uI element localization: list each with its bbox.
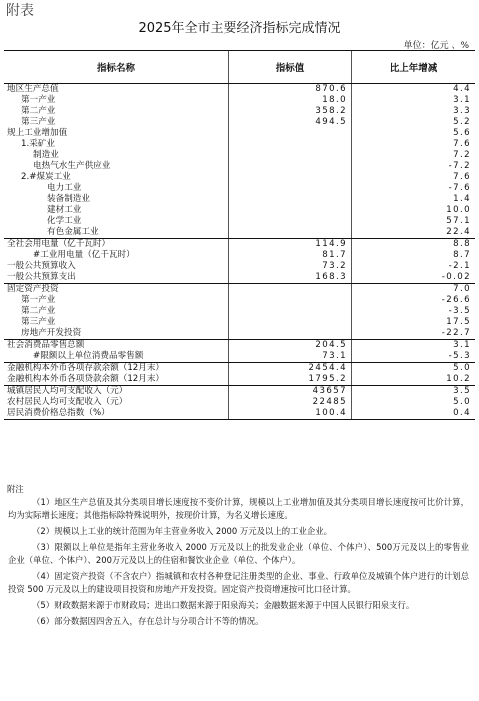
indicator-change: 5.2 [453, 117, 471, 127]
indicator-name: 一般公共预算支出 [4, 272, 229, 283]
indicator-change: 5.0 [453, 397, 471, 407]
appendix-label: 附表 [6, 3, 34, 19]
indicator-change: 8.7 [453, 250, 471, 260]
indicator-change: 3.5 [453, 386, 471, 396]
indicator-value: 114.9 [229, 239, 352, 250]
indicator-value: 73.2 [229, 261, 352, 272]
table-title: 2025年全市主要经济指标完成情况 [138, 21, 341, 36]
table-row [4, 183, 475, 194]
indicator-name: 一般公共预算收入 [4, 261, 229, 272]
table-row [4, 317, 475, 328]
indicator-value: 1795.2 [229, 374, 352, 385]
indicator-name: 2.#煤炭工业 [4, 172, 229, 183]
indicator-value [229, 150, 352, 161]
indicator-value: 100.4 [229, 408, 352, 419]
indicator-value: 73.1 [229, 351, 352, 362]
indicator-change: -7.6 [448, 183, 471, 193]
indicator-value [229, 183, 352, 194]
table-row [4, 117, 475, 128]
indicator-name: 电热气水生产供应业 [4, 161, 229, 172]
indicator-value [229, 139, 352, 150]
indicator-value: 43657 [229, 386, 352, 397]
indicator-value: 358.2 [229, 106, 352, 117]
indicator-change: 7.6 [453, 172, 471, 182]
indicator-name: 建材工业 [4, 205, 229, 216]
indicator-name: 第三产业 [4, 117, 229, 128]
notes-section [4, 483, 475, 631]
table-row [4, 205, 475, 216]
indicator-name: 装备制造业 [4, 194, 229, 205]
table-row [4, 397, 475, 408]
table-row [4, 172, 475, 183]
column-header-change: 比上年增减 [389, 63, 438, 74]
indicator-name: 社会消费品零售总额 [4, 340, 229, 351]
note-item: （4）固定资产投资（不含农户）指城镇和农村各种登记注册类型的企业、事业、行政单位及城镇个体户进行的计划总投资 500 万元及以上的建设项目投资和房地产开发投资。固定资产投资增速按可比口径计算。 [8, 571, 469, 594]
indicator-change: 5.6 [453, 128, 471, 138]
indicator-change: -7.2 [448, 161, 471, 171]
indicator-change: 0.4 [453, 408, 471, 418]
indicator-value [229, 216, 352, 227]
indicator-name: #工业用电量（亿千瓦时） [4, 250, 229, 261]
indicator-name: 固定资产投资 [4, 284, 229, 295]
table-row [4, 150, 475, 161]
note-item: （2）规模以上工业的统计范围为年主营业务收入 2000 万元及以上的工业企业。 [32, 526, 332, 536]
table-row [4, 374, 475, 385]
indicator-name: 制造业 [4, 150, 229, 161]
indicator-change: 7.2 [453, 150, 471, 160]
indicator-value [229, 317, 352, 328]
indicator-value: 22485 [229, 397, 352, 408]
indicator-change: 4.4 [453, 84, 471, 94]
table-row [4, 328, 475, 339]
indicator-value [229, 161, 352, 172]
indicator-value [229, 328, 352, 339]
indicator-name: #限额以上单位消费品零售额 [4, 351, 229, 362]
indicator-change: 57.1 [446, 216, 471, 226]
table-row [4, 385, 475, 397]
indicator-name: 1.采矿业 [4, 139, 229, 150]
table-row [4, 139, 475, 150]
table-body [4, 84, 475, 419]
table-row [4, 283, 475, 295]
table-row [4, 261, 475, 272]
indicator-value [229, 194, 352, 205]
indicator-change: -26.6 [441, 295, 471, 305]
table-row [4, 408, 475, 419]
indicator-change: 22.4 [446, 227, 471, 237]
indicator-change: 17.5 [446, 317, 471, 327]
indicator-change: -0.02 [441, 272, 471, 282]
indicator-change: -2.1 [448, 261, 471, 271]
indicator-name: 农村居民人均可支配收入（元） [4, 397, 229, 408]
indicator-value [229, 295, 352, 306]
indicator-value [229, 284, 352, 295]
table-row [4, 106, 475, 117]
indicator-name: 第一产业 [4, 295, 229, 306]
indicator-value: 168.3 [229, 272, 352, 283]
indicator-change: 10.2 [446, 374, 471, 384]
indicator-name: 第一产业 [4, 95, 229, 106]
indicator-name: 规上工业增加值 [4, 128, 229, 139]
table-header [4, 51, 475, 84]
table-row [4, 295, 475, 306]
indicator-change: -22.7 [441, 328, 471, 338]
indicator-name: 居民消费价格总指数（%） [4, 408, 229, 419]
indicator-change: 3.3 [453, 106, 471, 116]
indicator-name: 房地产开发投资 [4, 328, 229, 339]
table-row [4, 95, 475, 106]
indicator-name: 化学工业 [4, 216, 229, 227]
indicator-change: 5.0 [453, 363, 471, 373]
notes-header: 附注 [7, 484, 24, 494]
note-item: （6）部分数据因四舍五入，存在总计与分项合计不等的情况。 [32, 616, 264, 626]
indicator-table [4, 50, 475, 420]
indicator-name: 电力工业 [4, 183, 229, 194]
indicator-change: -3.5 [448, 306, 471, 316]
note-item: （1）地区生产总值及其分类项目增长速度按不变价计算，规模以上工业增加值及其分类项目增长速度按可比价计算，均为实际增长速度；其他指标除特殊说明外，按现价计算，为名义增长速度。 [8, 497, 469, 520]
indicator-name: 城镇居民人均可支配收入（元） [4, 386, 229, 397]
table-row [4, 339, 475, 351]
table-row [4, 272, 475, 283]
indicator-change: -5.3 [448, 351, 471, 361]
indicator-change: 7.0 [453, 284, 471, 294]
indicator-name: 金融机构本外币各项存款余额（12月末） [4, 363, 229, 374]
indicator-value [229, 306, 352, 317]
indicator-name: 全社会用电量（亿千瓦时） [4, 239, 229, 250]
indicator-name: 第三产业 [4, 317, 229, 328]
table-row [4, 84, 475, 95]
indicator-name: 第二产业 [4, 106, 229, 117]
table-row [4, 161, 475, 172]
table-row [4, 128, 475, 139]
table-row [4, 194, 475, 205]
indicator-change: 7.6 [453, 139, 471, 149]
indicator-name: 金融机构本外币各项贷款余额（12月末） [4, 374, 229, 385]
table-row [4, 362, 475, 374]
table-row [4, 227, 475, 238]
indicator-value: 18.0 [229, 95, 352, 106]
column-header-name: 指标名称 [4, 51, 229, 83]
table-row [4, 216, 475, 227]
indicator-change: 3.1 [453, 340, 471, 350]
table-row [4, 351, 475, 362]
table-row [4, 306, 475, 317]
indicator-change: 10.0 [446, 205, 471, 215]
table-row [4, 250, 475, 261]
note-item: （3）限额以上单位是指年主营业务收入 2000 万元及以上的批发业企业（单位、个体户）、500万元及以上的零售业企业（单位、个体户）、200万元及以上的住宿和餐饮业企业（单位、个体户）。 [8, 542, 469, 565]
indicator-name: 有色金属工业 [4, 227, 229, 238]
indicator-name: 地区生产总值 [4, 84, 229, 95]
note-item: （5）财政数据来源于市财政局；进出口数据来源于阳泉海关；金融数据来源于中国人民银行阳泉支行。 [32, 600, 415, 610]
indicator-value: 2454.4 [229, 363, 352, 374]
indicator-value [229, 205, 352, 216]
indicator-change: 8.8 [453, 239, 471, 249]
indicator-value [229, 227, 352, 238]
indicator-change: 1.4 [453, 194, 471, 204]
indicator-value: 870.6 [229, 84, 352, 95]
indicator-value: 494.5 [229, 117, 352, 128]
unit-label: 单位：亿元 、% [403, 41, 469, 51]
indicator-name: 第二产业 [4, 306, 229, 317]
indicator-value [229, 128, 352, 139]
notes-list [4, 496, 475, 628]
indicator-change: 3.1 [453, 95, 471, 105]
table-row [4, 238, 475, 250]
column-header-value: 指标值 [229, 51, 352, 83]
indicator-value [229, 172, 352, 183]
indicator-value: 81.7 [229, 250, 352, 261]
indicator-value: 204.5 [229, 340, 352, 351]
